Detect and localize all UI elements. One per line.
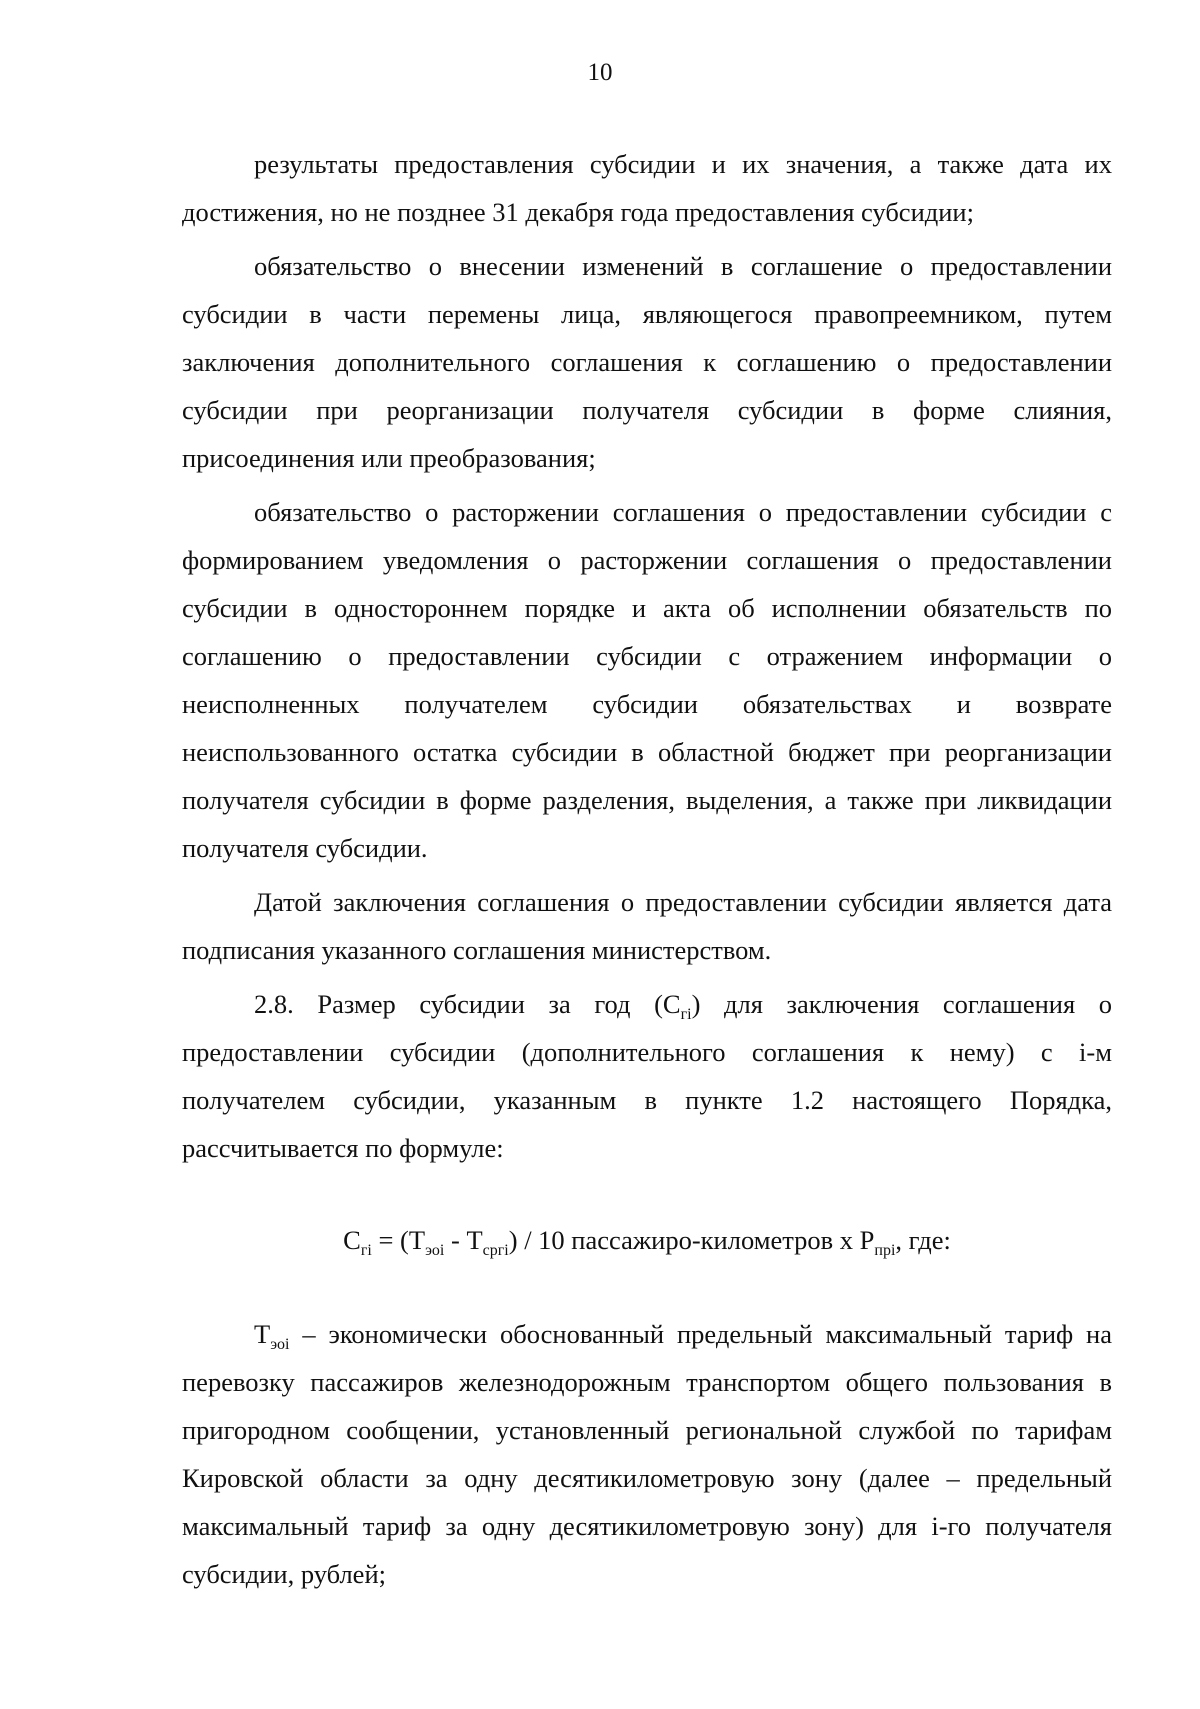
definition-text: – экономически обоснованный предельный максимальный тариф на перевозку пассажиров железнодорожным транспортом общего пользования в пригородном сообщении, установленный региональной службой по тарифам Кировской области за одну десятикилометровую зону (далее – предельный максимальный тариф за одну десятикилометровую зону) для i-го получателя субсидии, рублей; (182, 1319, 1112, 1589)
formula-t1-subscript: эоi (425, 1242, 445, 1259)
formula-tail: , где: (895, 1225, 951, 1255)
paragraph-section-2-8 (182, 980, 1112, 1172)
document-body (182, 140, 1112, 1598)
paragraph-results: результаты предоставления субсидии и их значения, а также дата их достижения, но не позднее 31 декабря года предоставления субсидии; (182, 149, 1112, 227)
formula-middle: ) / 10 пассажиро-километров х Р (508, 1225, 875, 1255)
paragraph-conclusion-date: Датой заключения соглашения о предоставлении субсидии является дата подписания указанного соглашения министерством. (182, 887, 1112, 965)
formula-p-subscript: прi (874, 1242, 896, 1259)
section-2-8-text-start: 2.8. Размер субсидии за год (С (254, 989, 681, 1019)
formula-c: С (343, 1225, 361, 1255)
formula-t2-subscript: сргi (482, 1242, 509, 1259)
paragraph-definition-teoi (182, 1310, 1112, 1598)
subsidy-formula (182, 1216, 1112, 1264)
page-number: 10 (587, 59, 613, 86)
formula-minus: - Т (444, 1225, 483, 1255)
subscript-gi: гi (680, 1006, 692, 1023)
formula-c-subscript: гi (360, 1242, 372, 1259)
paragraph-termination-obligation: обязательство о расторжении соглашения о предоставлении субсидии с формированием уведомления о расторжении соглашения о предоставлении субсидии в одностороннем порядке и акта об исполнении обязательств по соглашению о предоставлении субсидии с отражением информации о неисполненных получателем субсидии обязательствах и возврате неиспользованного остатка субсидии в областной бюджет при реорганизации получателя субсидии в форме разделения, выделения, а также при ликвидации получателя субсидии. (182, 497, 1112, 863)
formula-eq-open: = (Т (371, 1225, 426, 1255)
section-2-8-text-end: ) для заключения соглашения о предоставлении субсидии (дополнительного соглашения к нему) с i-м получателем субсидии, указанным в пункте 1.2 настоящего Порядка, рассчитывается по формуле: (182, 989, 1112, 1163)
definition-symbol-subscript: эоi (270, 1336, 290, 1353)
paragraph-amendment-obligation: обязательство о внесении изменений в соглашение о предоставлении субсидии в части перемены лица, являющегося правопреемником, путем заключения дополнительного соглашения к соглашению о предоставлении субсидии при реорганизации получателя субсидии в форме слияния, присоединения или преобразования; (182, 251, 1112, 473)
definition-symbol: Т (254, 1319, 271, 1349)
